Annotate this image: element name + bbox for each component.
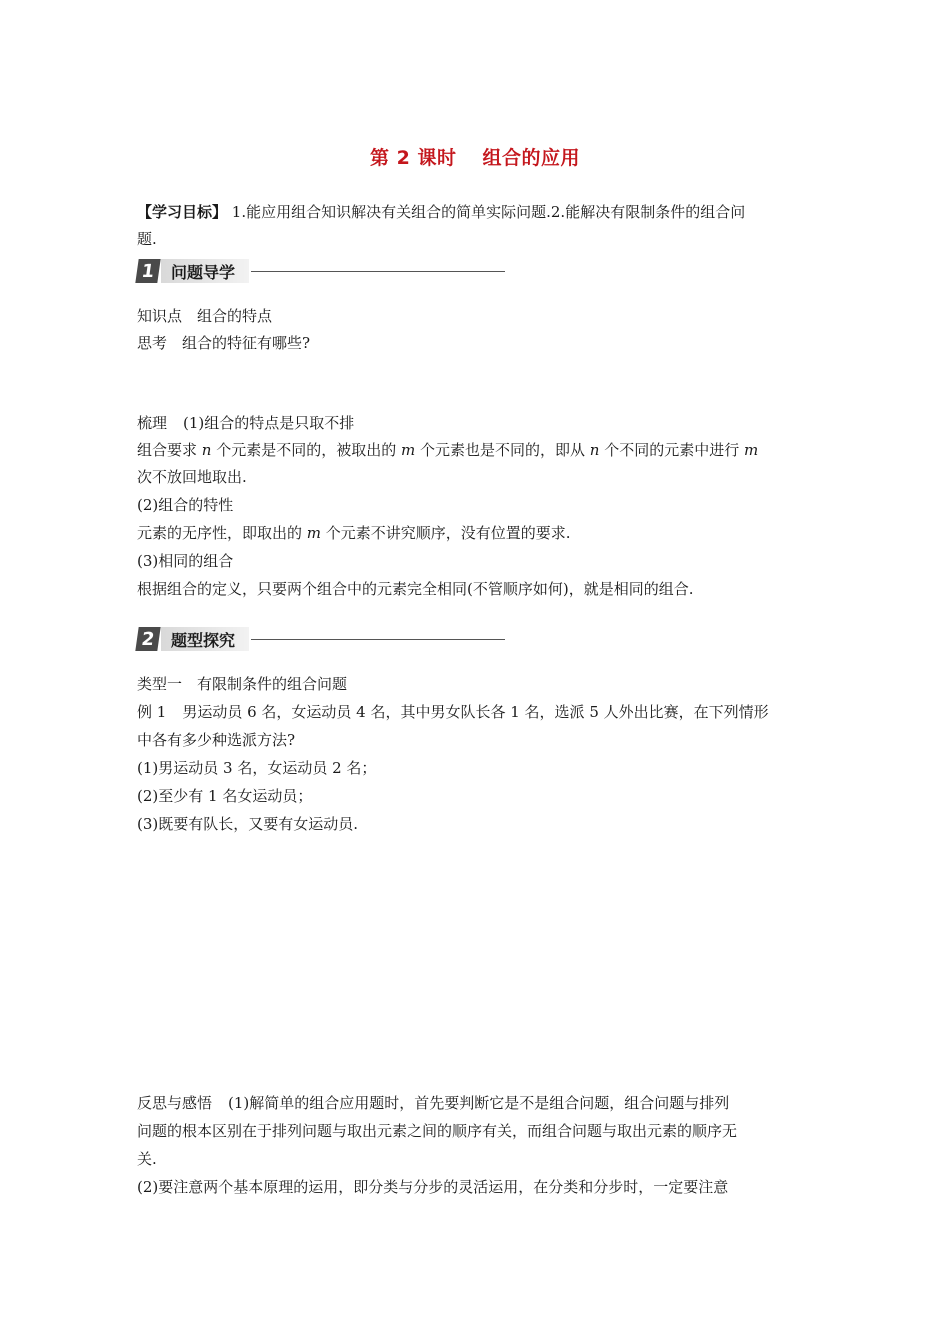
section-label: 问题导学 <box>161 259 249 283</box>
section-label: 题型探究 <box>161 627 249 651</box>
reflection-line4: (2)要注意两个基本原理的运用，即分类与分步的灵活运用，在分类和分步时，一定要注意 <box>137 1178 729 1196</box>
section-header-1 <box>137 259 505 283</box>
type-heading: 类型一 有限制条件的组合问题 <box>137 675 348 693</box>
section-number-badge: 1 <box>135 259 160 283</box>
page-title <box>0 143 950 170</box>
section-divider-line <box>251 639 505 640</box>
reflection-label: 反思与感悟 <box>137 1094 213 1112</box>
variable-m: m <box>744 441 759 459</box>
reflection-line2: 问题的根本区别在于排列问题与取出元素之间的顺序有关，而组合问题与取出元素的顺序无 <box>137 1122 738 1140</box>
objectives-text-line1: 1.能应用组合知识解决有关组合的简单实际问题.2.能解决有限制条件的组合问 <box>231 203 746 221</box>
objectives-label: 【学习目标】 <box>137 203 228 221</box>
reflection-line3: 关. <box>137 1150 157 1168</box>
summary-paragraph-2: 元素的无序性，即取出的 m 个元素不讲究顺序，没有位置的要求. <box>137 524 571 542</box>
example-question-1: (1)男运动员 3 名，女运动员 2 名； <box>137 759 377 777</box>
section-number-badge: 2 <box>135 627 160 651</box>
summary-point-3: (3)相同的组合 <box>137 552 234 570</box>
lesson-topic: 组合的应用 <box>482 147 580 169</box>
example-label: 例 1 <box>137 703 167 721</box>
think-question: 思考 组合的特征有哪些? <box>137 334 311 352</box>
example-question-3: (3)既要有队长，又要有女运动员. <box>137 815 359 833</box>
example-question-2: (2)至少有 1 名女运动员； <box>137 787 313 805</box>
summary-point-1 <box>137 410 817 437</box>
summary-paragraph-1-cont: 次不放回地取出. <box>137 468 247 486</box>
knowledge-heading: 知识点 组合的特点 <box>137 307 273 325</box>
example-1-line1: 例 1 男运动员 6 名，女运动员 4 名，其中男女队长各 1 名，选派 5 人外出比赛，在下列情形 <box>137 703 769 721</box>
summary-point-2: (2)组合的特性 <box>137 496 234 514</box>
lesson-number: 第 2 课时 <box>370 147 457 169</box>
summary-paragraph-3: 根据组合的定义，只要两个组合中的元素完全相同(不管顺序如何)，就是相同的组合. <box>137 580 694 598</box>
objectives-text-line2: 题. <box>137 230 157 248</box>
reflection-line1: 反思与感悟 (1)解简单的组合应用题时，首先要判断它是不是组合问题，组合问题与排列 <box>137 1094 730 1112</box>
variable-n: n <box>201 441 212 459</box>
variable-m: m <box>306 524 322 542</box>
variable-m: m <box>401 441 416 459</box>
section-divider-line <box>251 271 505 272</box>
summary-paragraph-1: 组合要求 n 个元素是不同的，被取出的 m 个元素也是不同的，即从 n 个不同的元素中进行 m <box>137 441 759 459</box>
variable-n: n <box>589 441 600 459</box>
summary-label: 梳理 <box>137 414 168 432</box>
example-1-line2: 中各有多少种选派方法? <box>137 731 296 749</box>
section-header-2 <box>137 627 505 651</box>
learning-objectives <box>137 199 817 226</box>
summary-point-1-text: (1)组合的特点是只取不排 <box>183 414 355 432</box>
